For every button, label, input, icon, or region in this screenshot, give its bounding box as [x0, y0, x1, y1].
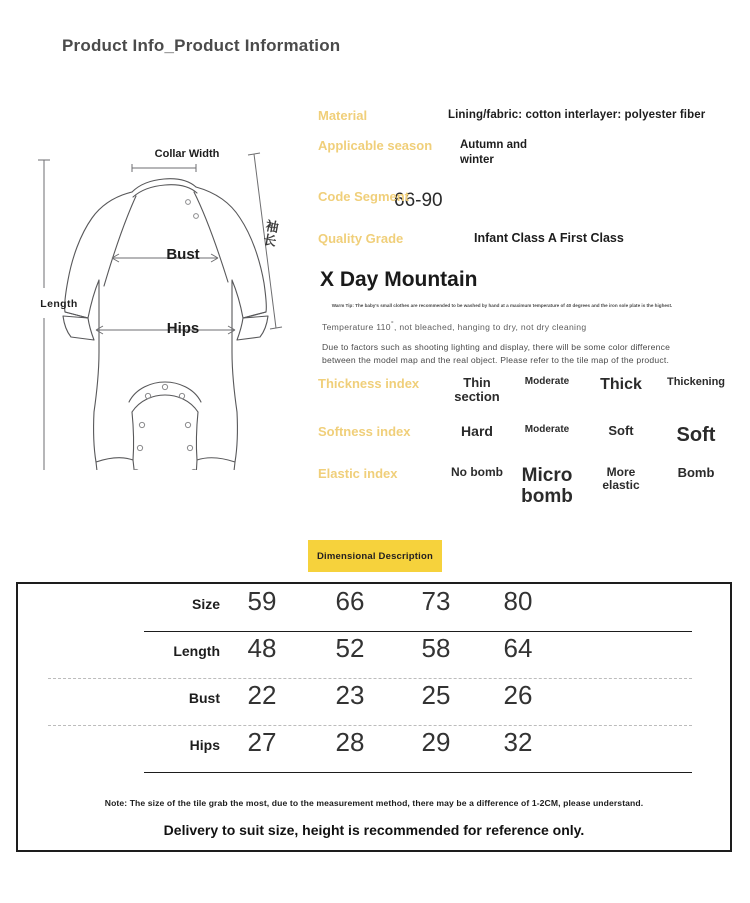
spec-row-grade	[318, 231, 730, 247]
measurement-note: Note: The size of the tile grab the most, due to the measurement method, there may be a difference of 1-2CM, please understand.	[104, 798, 644, 808]
sleeve-length-label: 袖长	[262, 218, 280, 249]
table-cell: 29	[421, 727, 451, 757]
thickness-option-thin: Thin section	[454, 375, 500, 405]
table-cell: 26	[503, 680, 533, 710]
spec-key-material: Material	[318, 108, 368, 123]
color-difference-note: Due to factors such as shooting lighting and display, there will be some color difference between the model map and the real object. Please refer to the tile map of the product.	[322, 342, 671, 366]
table-row-bust	[18, 678, 730, 725]
length-label: Length	[40, 298, 78, 310]
spec-row-code	[318, 189, 730, 213]
table-cell: 28	[335, 727, 365, 757]
table-row-size	[18, 584, 730, 631]
elastic-option-no-bomb: No bomb	[451, 465, 503, 479]
thickness-index-label: Thickness index	[318, 376, 420, 391]
spec-list	[318, 108, 730, 263]
softness-option-very-soft: Soft	[676, 424, 716, 446]
softness-index-label: Softness index	[318, 424, 411, 439]
spec-key-season: Applicable season	[318, 138, 433, 154]
table-divider-bottom	[144, 772, 692, 773]
size-table	[16, 582, 732, 852]
softness-option-hard: Hard	[461, 423, 493, 439]
row-header-bust: Bust	[188, 690, 220, 706]
table-cell: 80	[503, 586, 533, 616]
spec-value-code: 66-90	[394, 190, 443, 212]
dimensional-description-badge: Dimensional Description	[308, 540, 442, 572]
delivery-note: Delivery to suit size, height is recommended for reference only.	[163, 822, 585, 838]
elastic-option-bomb: Bomb	[677, 465, 715, 480]
row-header-size: Size	[191, 596, 220, 612]
row-header-length: Length	[173, 643, 220, 659]
elastic-option-micro-bomb: Micro bomb	[521, 465, 573, 507]
table-cell: 27	[247, 727, 277, 757]
softness-option-soft: Soft	[608, 423, 634, 438]
spec-row-season	[318, 138, 730, 167]
spec-value-season: Autumn and winter	[460, 139, 528, 166]
spec-value-material: Lining/fabric: cotton interlayer: polyester fiber	[448, 109, 706, 121]
table-row-hips	[18, 725, 730, 772]
table-cell: 32	[503, 727, 533, 757]
row-header-hips: Hips	[189, 737, 220, 753]
spec-row-material	[318, 108, 730, 122]
size-table-body	[18, 584, 730, 772]
spec-value-grade: Infant Class A First Class	[474, 230, 624, 245]
table-divider-dashed	[48, 725, 692, 726]
elastic-index-label: Elastic index	[318, 466, 398, 481]
table-cell: 25	[421, 680, 451, 710]
brand-name: X Day Mountain	[320, 268, 478, 291]
table-cell: 64	[503, 633, 533, 663]
table-cell: 59	[247, 586, 277, 616]
elastic-option-more-elastic: More elastic	[602, 465, 640, 493]
table-cell: 48	[247, 633, 277, 663]
table-cell: 73	[421, 586, 451, 616]
degree-icon: °	[390, 321, 394, 328]
table-cell: 22	[247, 680, 277, 710]
care-temperature-text	[322, 321, 586, 332]
thickness-option-thickening: Thickening	[666, 376, 726, 388]
spec-key-grade: Quality Grade	[318, 230, 404, 246]
garment-diagram	[28, 140, 318, 470]
thickness-option-moderate: Moderate	[524, 376, 570, 387]
page-title: Product Info_Product Information	[62, 36, 341, 55]
thickness-option-thick: Thick	[600, 376, 642, 393]
table-divider-top	[144, 631, 692, 632]
collar-width-label: Collar Width	[154, 148, 220, 160]
table-cell: 66	[335, 586, 365, 616]
table-cell: 23	[335, 680, 365, 710]
care-temperature-value: Temperature 110	[322, 321, 391, 332]
table-divider-dashed	[48, 678, 692, 679]
table-cell: 58	[421, 633, 451, 663]
bust-label: Bust	[166, 246, 200, 263]
table-row-length	[18, 631, 730, 678]
warm-tip-text: Warm Tip: The baby's small clothes are recommended to be washed by hand at a maximum temperature of 40 degrees and the iron sole plate is the highest.	[331, 303, 673, 308]
care-temperature-rest: , not bleached, hanging to dry, not dry cleaning	[393, 321, 587, 332]
hips-label: Hips	[166, 320, 200, 337]
spec-key-code: Code Segment	[318, 189, 410, 205]
softness-option-moderate: Moderate	[524, 424, 570, 435]
table-cell: 52	[335, 633, 365, 663]
